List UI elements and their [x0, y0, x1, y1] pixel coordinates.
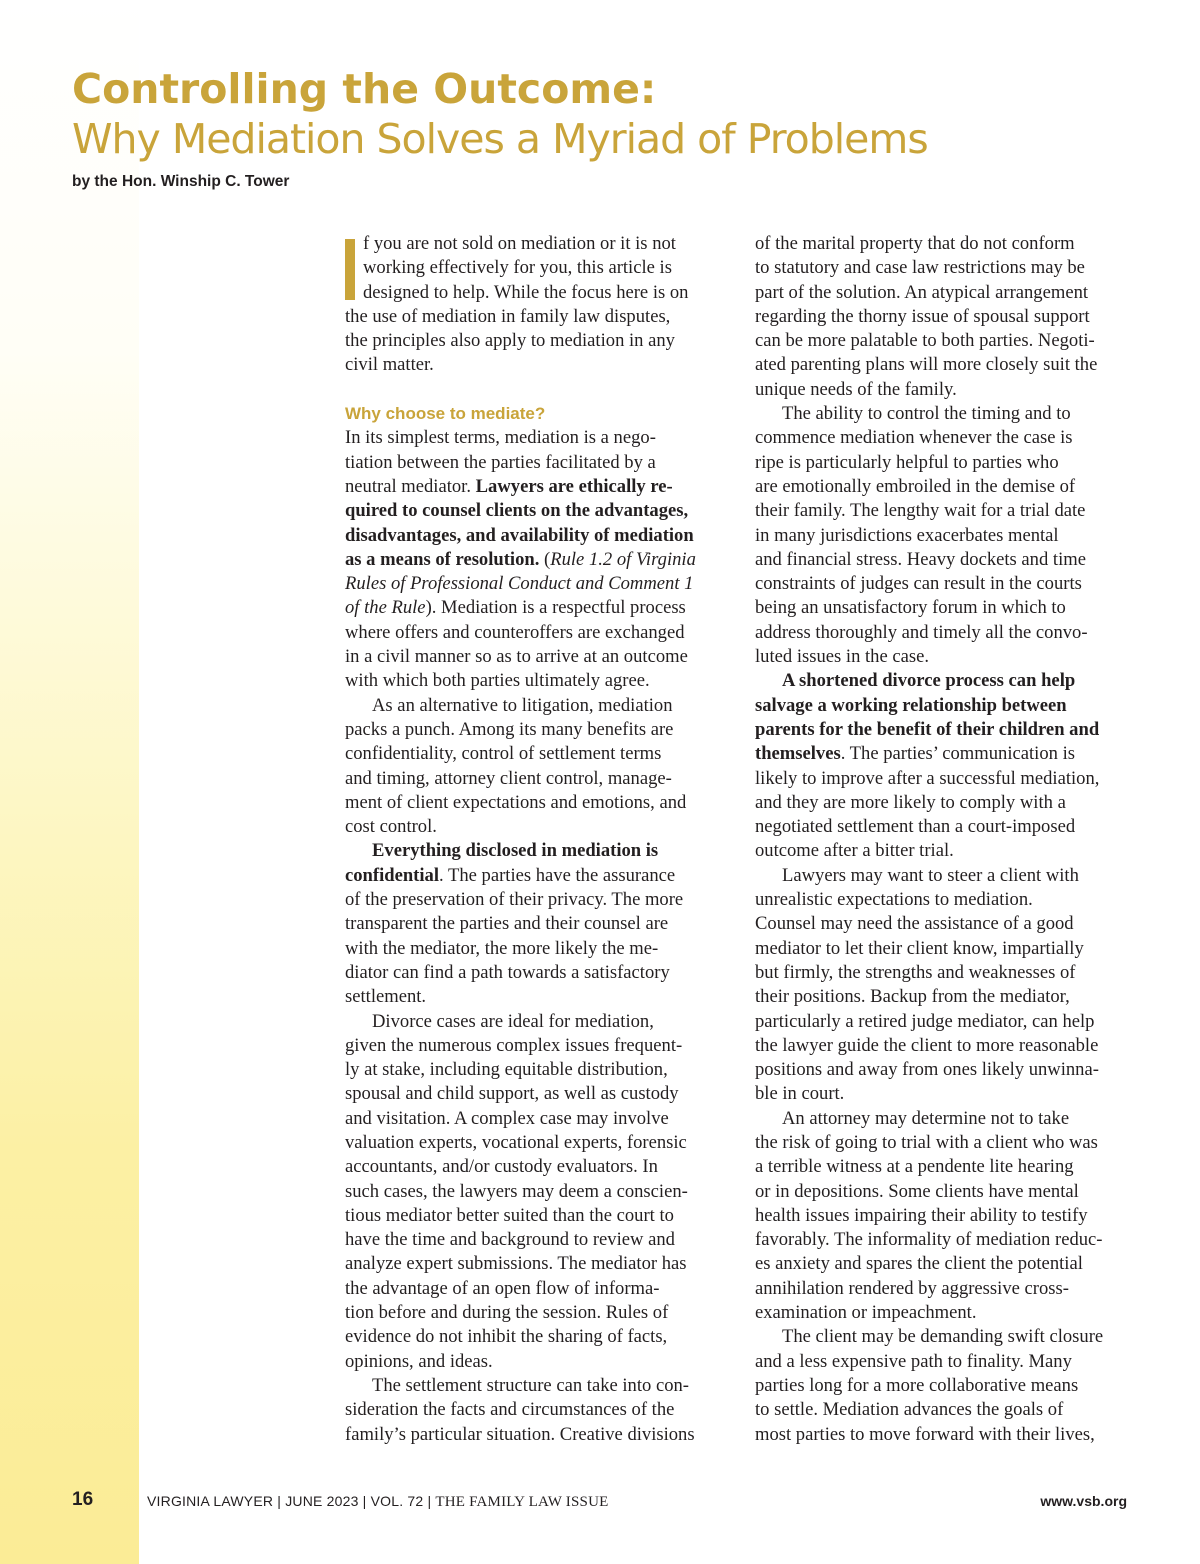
text-line: a terrible witness at a pendente lite hearing [755, 1156, 1074, 1178]
byline: by the Hon. Winship C. Tower [72, 173, 290, 190]
text-line: analyze expert submissions. The mediator has [345, 1253, 687, 1275]
italic-run: Rules of Professional Conduct and Comment 1 [345, 573, 694, 595]
text-line: unique needs of the family. [755, 378, 957, 400]
bold-run: Lawyers are ethically re- [475, 475, 673, 497]
text-line: examination or impeachment. [755, 1302, 977, 1324]
text-line: designed to help. While the focus here is on [363, 281, 689, 303]
text-line: confidentiality, control of settlement terms [345, 743, 662, 765]
paragraph-gap [345, 378, 720, 402]
text-run: . The parties have the assurance [439, 864, 676, 886]
article-column-right [755, 232, 1135, 1447]
text-line: annihilation rendered by aggressive cross- [755, 1277, 1069, 1299]
text-line [345, 548, 720, 572]
text-line [755, 718, 1135, 742]
bold-run: quired to counsel clients on the advantages, [345, 500, 689, 522]
text-line: but firmly, the strengths and weaknesses of [755, 961, 1076, 983]
issue-name: THE FAMILY LAW ISSUE [435, 1494, 609, 1510]
text-line [345, 499, 720, 523]
text-line: and a less expensive path to finality. Many [755, 1350, 1072, 1372]
text-line: favorably. The informality of mediation reduc- [755, 1229, 1103, 1251]
text-line: negotiated settlement than a court-imposed [755, 816, 1076, 838]
text-line [755, 742, 1135, 766]
text-line: packs a punch. Among its many benefits are [345, 718, 674, 740]
text-line: ly at stake, including equitable distribution, [345, 1059, 668, 1081]
text-line [755, 694, 1135, 718]
text-line: regarding the thorny issue of spousal support [755, 305, 1090, 327]
italic-run: of the Rule [345, 597, 426, 619]
text-line: the lawyer guide the client to more reasonable [755, 1034, 1099, 1056]
bold-run: as a means of resolution. [345, 548, 540, 570]
page-number: 16 [72, 1489, 94, 1510]
text-run: ( [539, 548, 551, 570]
text-line: evidence do not inhibit the sharing of facts, [345, 1326, 668, 1348]
text-line: family’s particular situation. Creative divisions [345, 1423, 695, 1445]
text-line: Lawyers may want to steer a client with [782, 864, 1079, 886]
text-run: . The parties’ communication is [840, 743, 1075, 765]
text-line: the use of mediation in family law disputes, [345, 305, 671, 327]
publication-name: VIRGINIA LAWYER | JUNE 2023 | VOL. 72 | [147, 1493, 436, 1509]
text-line: cost control. [345, 816, 437, 838]
text-line: ment of client expectations and emotions, and [345, 791, 687, 813]
text-line: particularly a retired judge mediator, can help [755, 1010, 1095, 1032]
text-line [345, 524, 720, 548]
text-line: ble in court. [755, 1083, 845, 1105]
text-run: neutral mediator. [345, 475, 476, 497]
section-heading: Why choose to mediate? [345, 404, 546, 424]
text-line: ated parenting plans will more closely suit the [755, 354, 1098, 376]
text-line: As an alternative to litigation, mediation [372, 694, 673, 716]
text-line [345, 475, 720, 499]
drop-cap [345, 239, 355, 300]
text-line: in many jurisdictions exacerbates mental [755, 524, 1059, 546]
text-line: where offers and counteroffers are exchanged [345, 621, 685, 643]
article-column-left [345, 232, 720, 1447]
bold-run: Everything disclosed in mediation is [372, 840, 659, 862]
text-line: transparent the parties and their counsel are [345, 913, 669, 935]
text-line: The client may be demanding swift closure [782, 1326, 1104, 1348]
text-line: to statutory and case law restrictions may be [755, 257, 1085, 279]
text-line: part of the solution. An atypical arrangement [755, 281, 1089, 303]
text-line: given the numerous complex issues frequent- [345, 1034, 683, 1056]
text-line: tion before and during the session. Rules of [345, 1302, 669, 1324]
text-line: can be more palatable to both parties. Negoti- [755, 330, 1095, 352]
article-title: Controlling the Outcome: [72, 65, 657, 113]
text-line [755, 669, 1135, 693]
text-line: the principles also apply to mediation in any [345, 330, 675, 352]
text-line: and they are more likely to comply with a [755, 791, 1066, 813]
bold-run: confidential [345, 864, 440, 886]
text-line: The settlement structure can take into con- [372, 1374, 690, 1396]
text-line [345, 839, 720, 863]
bold-run: themselves [755, 743, 841, 765]
text-line: and visitation. A complex case may involve [345, 1107, 669, 1129]
text-line: f you are not sold on mediation or it is not [363, 233, 676, 254]
text-line [345, 864, 720, 888]
text-line: diator can find a path towards a satisfactory [345, 961, 670, 983]
text-line: and financial stress. Heavy dockets and time [755, 548, 1086, 570]
text-line: es anxiety and spares the client the potential [755, 1253, 1083, 1275]
bold-run: parents for the benefit of their children and [755, 718, 1100, 740]
website-link[interactable]: www.vsb.org [1040, 1493, 1127, 1509]
text-line: commence mediation whenever the case is [755, 427, 1073, 449]
text-line: valuation experts, vocational experts, forensic [345, 1131, 687, 1153]
text-line: Divorce cases are ideal for mediation, [372, 1010, 654, 1032]
text-line: the advantage of an open flow of informa- [345, 1277, 660, 1299]
text-line: ripe is particularly helpful to parties who [755, 451, 1059, 473]
text-line: An attorney may determine not to take [782, 1107, 1070, 1129]
text-line: or in depositions. Some clients have mental [755, 1180, 1079, 1202]
article-subtitle: Why Mediation Solves a Myriad of Problems [72, 115, 928, 163]
text-line: sideration the facts and circumstances of the [345, 1399, 675, 1421]
text-line: their positions. Backup from the mediator, [755, 986, 1070, 1008]
publication-info [147, 1493, 609, 1511]
text-line: such cases, the lawyers may deem a conscien- [345, 1180, 688, 1202]
text-line: In its simplest terms, mediation is a nego- [345, 427, 656, 449]
text-line: civil matter. [345, 354, 434, 376]
text-line: positions and away from ones likely unwinna- [755, 1059, 1099, 1081]
text-line: being an unsatisfactory forum in which to [755, 597, 1066, 619]
text-line: the risk of going to trial with a client who was [755, 1131, 1098, 1153]
text-line: address thoroughly and timely all the convo- [755, 621, 1088, 643]
text-line: spousal and child support, as well as custody [345, 1083, 679, 1105]
text-line: tiation between the parties facilitated by a [345, 451, 656, 473]
text-line: opinions, and ideas. [345, 1350, 493, 1372]
text-line [345, 596, 720, 620]
text-line: with the mediator, the more likely the me- [345, 937, 659, 959]
text-line: mediator to let their client know, impartially [755, 937, 1084, 959]
text-line [345, 572, 720, 596]
text-line: tious mediator better suited than the court to [345, 1204, 674, 1226]
text-line: with which both parties ultimately agree. [345, 670, 650, 692]
text-line: parties long for a more collaborative means [755, 1374, 1079, 1396]
text-line: are emotionally embroiled in the demise of [755, 475, 1076, 497]
bold-run: salvage a working relationship between [755, 694, 1067, 716]
italic-run: Rule 1.2 of Virginia [550, 548, 696, 570]
text-line: health issues impairing their ability to testify [755, 1204, 1088, 1226]
bold-run: A shortened divorce process can help [782, 670, 1076, 692]
text-line: unrealistic expectations to mediation. [755, 889, 1033, 911]
text-run: ). Mediation is a respectful process [425, 597, 686, 619]
sidebar-gradient [0, 0, 139, 1564]
text-line: The ability to control the timing and to [782, 403, 1071, 425]
text-line: and timing, attorney client control, manage- [345, 767, 672, 789]
text-line: most parties to move forward with their lives, [755, 1423, 1095, 1445]
text-line: luted issues in the case. [755, 646, 930, 668]
text-line: their family. The lengthy wait for a trial date [755, 500, 1086, 522]
text-line: to settle. Mediation advances the goals of [755, 1399, 1064, 1421]
text-line: likely to improve after a successful mediation, [755, 767, 1100, 789]
text-line: Counsel may need the assistance of a good [755, 913, 1074, 935]
text-line: in a civil manner so as to arrive at an outcome [345, 646, 688, 668]
text-line: constraints of judges can result in the courts [755, 573, 1082, 595]
text-line: outcome after a bitter trial. [755, 840, 954, 862]
text-line: settlement. [345, 986, 427, 1008]
text-line: accountants, and/or custody evaluators. In [345, 1156, 658, 1178]
text-line: of the marital property that do not conform [755, 233, 1075, 254]
text-line: of the preservation of their privacy. The more [345, 889, 684, 911]
bold-run: disadvantages, and availability of mediation [345, 524, 694, 546]
text-line: working effectively for you, this article is [363, 257, 672, 279]
text-line: have the time and background to review and [345, 1229, 675, 1251]
